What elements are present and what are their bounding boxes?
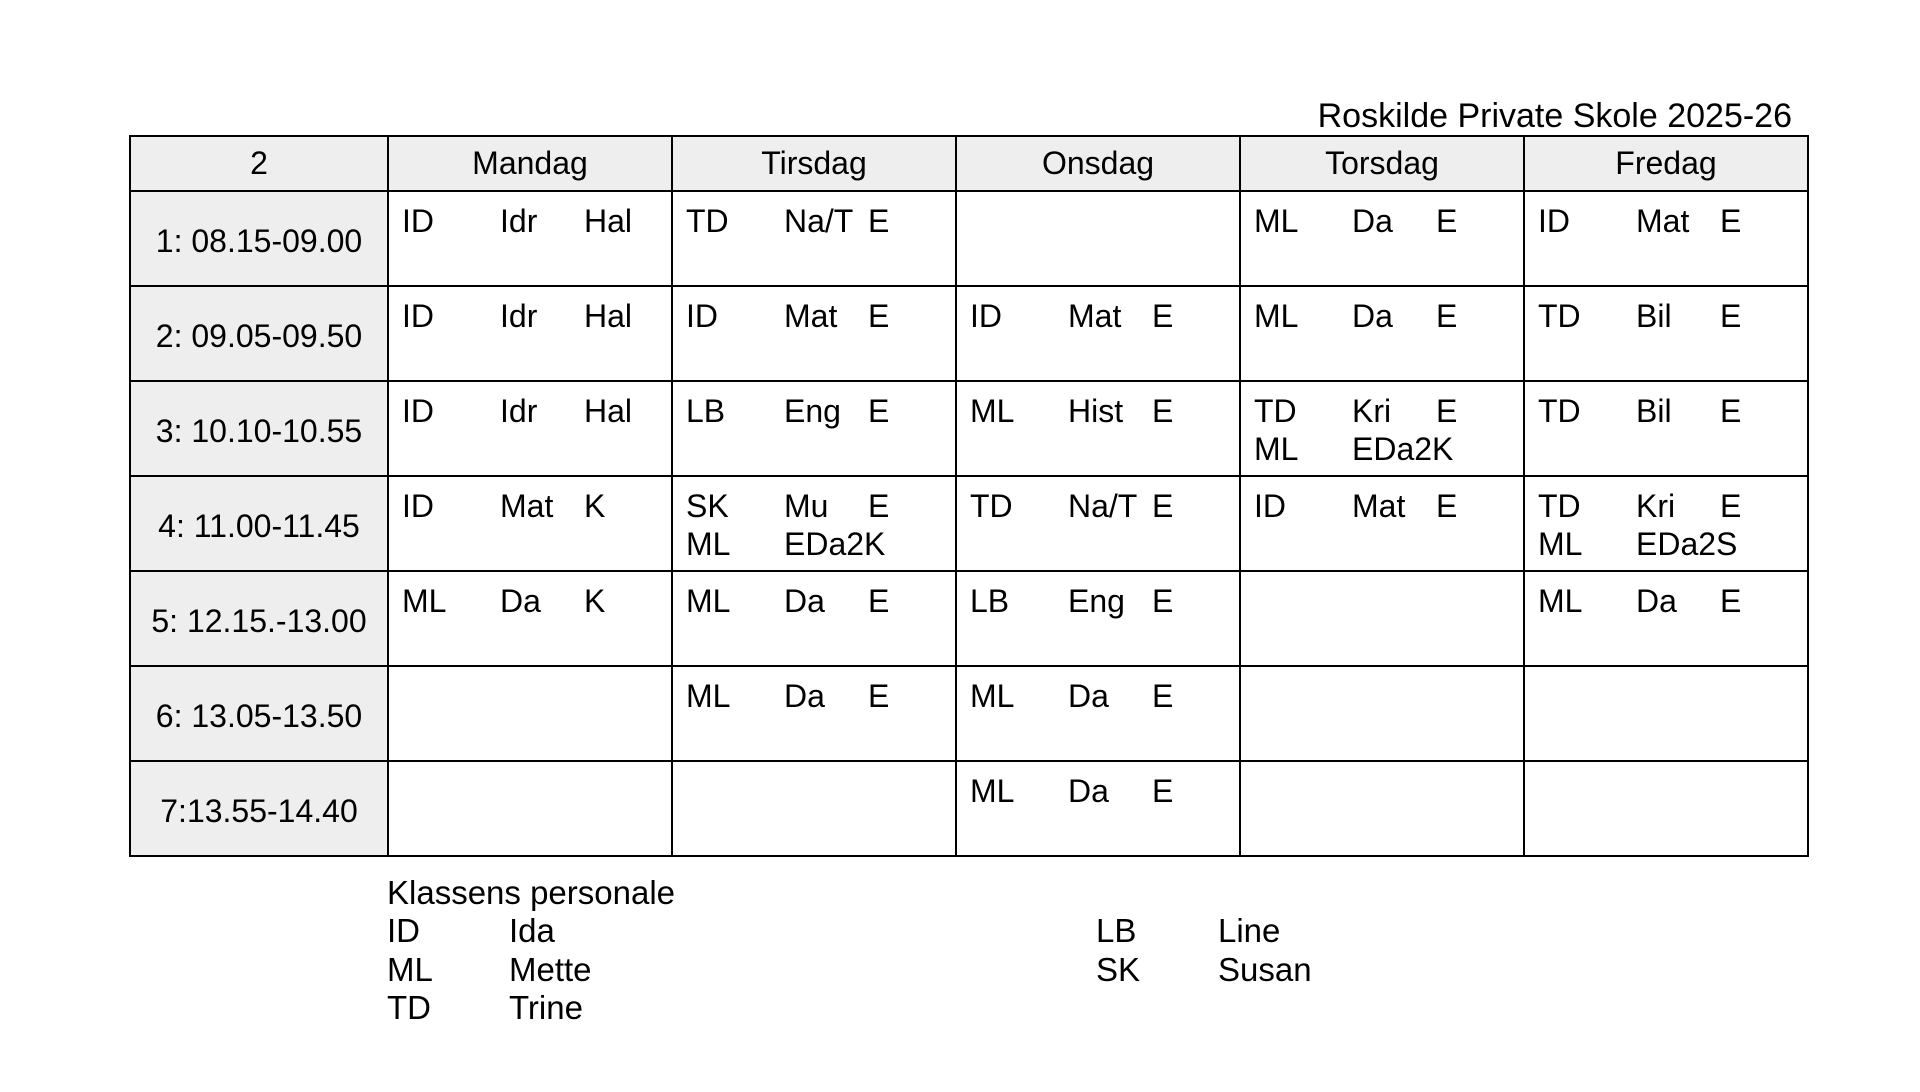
lesson-subject: Idr <box>500 203 538 239</box>
lesson-entry <box>686 202 955 240</box>
lesson-teacher: ML <box>1254 431 1299 467</box>
schedule-cell <box>388 761 672 856</box>
lesson-subject: Da <box>784 583 825 619</box>
lesson-room: Hal <box>584 203 633 239</box>
staff-list-right <box>1096 912 1312 989</box>
lesson-subject: Eng <box>1068 583 1125 619</box>
staff-code: ML <box>387 950 433 988</box>
lesson-entry <box>402 582 671 620</box>
lesson-teacher: ML <box>686 526 731 562</box>
lesson-subject: Bil <box>1636 298 1672 334</box>
lesson-room: E <box>1152 488 1174 524</box>
schedule-cell <box>1524 381 1808 476</box>
staff-name: Trine <box>509 989 583 1026</box>
lesson-teacher: TD <box>1538 298 1581 334</box>
lesson-subject: Mat <box>500 488 554 524</box>
lesson-entry <box>1254 430 1523 468</box>
lesson-subject: Eng <box>784 393 841 429</box>
lesson-room: E <box>868 203 890 239</box>
staff-member <box>387 951 592 990</box>
lesson-room: E <box>1436 203 1458 239</box>
lesson-entry <box>970 297 1239 335</box>
schedule-cell <box>1240 476 1524 571</box>
schedule-cell <box>1524 666 1808 761</box>
lesson-room: E <box>1720 488 1742 524</box>
schedule-cell <box>672 381 956 476</box>
lesson-teacher: TD <box>970 488 1013 524</box>
lesson-subject: Mu <box>784 488 829 524</box>
lesson-teacher: ML <box>1254 298 1299 334</box>
lesson-teacher: LB <box>686 393 726 429</box>
lesson-room: E <box>868 678 890 714</box>
lesson-room: E <box>1436 393 1458 429</box>
lesson-teacher: ML <box>686 583 731 619</box>
lesson-subject: Mat <box>784 298 838 334</box>
staff-name: Line <box>1218 912 1281 949</box>
day-header-torsdag: Torsdag <box>1240 136 1524 191</box>
lesson-room: Hal <box>584 298 633 334</box>
schedule-cell <box>1524 761 1808 856</box>
period-label: 5: 12.15.-13.00 <box>130 571 388 666</box>
lesson-teacher: ML <box>1538 583 1583 619</box>
staff-heading: Klassens personale <box>387 874 676 911</box>
lesson-teacher: ID <box>1538 203 1570 239</box>
lesson-subject: Da <box>500 583 541 619</box>
lesson-subject: Da <box>784 678 825 714</box>
schedule-cell <box>1240 191 1524 286</box>
schedule-cell <box>956 381 1240 476</box>
lesson-teacher: ML <box>970 393 1015 429</box>
lesson-subject: Da <box>1068 678 1109 714</box>
period-label: 1: 08.15-09.00 <box>130 191 388 286</box>
lesson-entry <box>402 297 671 335</box>
lesson-teacher: ID <box>1254 488 1286 524</box>
staff-code: TD <box>387 989 431 1026</box>
lesson-entry <box>1538 525 1807 563</box>
schedule-cell <box>1240 571 1524 666</box>
lesson-entry <box>1538 582 1807 620</box>
lesson-room: E <box>1152 773 1174 809</box>
staff-name: Susan <box>1218 950 1312 988</box>
lesson-subject: EDa2K <box>1352 431 1454 467</box>
lesson-subject: Da <box>1352 203 1393 239</box>
lesson-room: E <box>868 488 890 524</box>
schedule-cell <box>672 476 956 571</box>
lesson-subject: Mat <box>1352 488 1406 524</box>
lesson-subject: Hist <box>1068 393 1124 429</box>
lesson-teacher: ID <box>402 488 434 524</box>
schedule-cell <box>388 286 672 381</box>
staff-code: ID <box>387 912 420 949</box>
staff-member <box>1096 951 1312 990</box>
lesson-entry <box>970 582 1239 620</box>
lesson-subject: EDa2K <box>784 526 886 562</box>
period-label: 6: 13.05-13.50 <box>130 666 388 761</box>
lesson-room: E <box>1720 203 1742 239</box>
schedule-cell <box>1240 666 1524 761</box>
lesson-entry <box>686 297 955 335</box>
day-header-fredag: Fredag <box>1524 136 1808 191</box>
lesson-teacher: ML <box>686 678 731 714</box>
staff-member <box>387 912 592 951</box>
lesson-subject: Bil <box>1636 393 1672 429</box>
lesson-entry <box>686 392 955 430</box>
lesson-teacher: ML <box>970 678 1015 714</box>
lesson-entry <box>1538 202 1807 240</box>
period-row <box>130 666 1808 761</box>
lesson-room: E <box>1152 393 1174 429</box>
lesson-subject: Kri <box>1352 393 1392 429</box>
period-label: 3: 10.10-10.55 <box>130 381 388 476</box>
schedule-cell <box>672 666 956 761</box>
lesson-teacher: ML <box>1254 203 1299 239</box>
period-row <box>130 476 1808 571</box>
schedule-cell <box>956 571 1240 666</box>
lesson-subject: Mat <box>1636 203 1690 239</box>
lesson-teacher: ID <box>402 298 434 334</box>
lesson-entry <box>686 525 955 563</box>
lesson-room: E <box>868 583 890 619</box>
lesson-entry <box>970 392 1239 430</box>
lesson-entry <box>1538 392 1807 430</box>
lesson-teacher: ID <box>402 203 434 239</box>
lesson-room: E <box>1152 583 1174 619</box>
lesson-entry <box>970 677 1239 715</box>
lesson-teacher: ID <box>402 393 434 429</box>
lesson-entry <box>402 487 671 525</box>
schedule-cell <box>956 761 1240 856</box>
lesson-subject: Kri <box>1636 488 1676 524</box>
staff-code: LB <box>1096 912 1137 949</box>
period-row <box>130 191 1808 286</box>
lesson-subject: Na/T <box>784 203 854 239</box>
period-row <box>130 761 1808 856</box>
lesson-subject: Mat <box>1068 298 1122 334</box>
lesson-room: E <box>1152 678 1174 714</box>
lesson-entry <box>402 202 671 240</box>
schedule-cell <box>956 666 1240 761</box>
lesson-teacher: SK <box>686 488 729 524</box>
schedule-cell <box>956 286 1240 381</box>
staff-member <box>387 989 592 1028</box>
lesson-entry <box>402 392 671 430</box>
school-title: Roskilde Private Skole 2025-26 <box>1317 97 1792 135</box>
schedule-cell <box>1524 286 1808 381</box>
lesson-subject: Na/T <box>1068 488 1138 524</box>
lesson-entry <box>1254 487 1523 525</box>
lesson-entry <box>1254 297 1523 335</box>
schedule-cell <box>672 761 956 856</box>
lesson-room: K <box>584 583 606 619</box>
day-header-tirsdag: Tirsdag <box>672 136 956 191</box>
schedule-table <box>129 135 1809 857</box>
lesson-room: E <box>1152 298 1174 334</box>
staff-code: SK <box>1096 950 1141 988</box>
lesson-room: Hal <box>584 393 633 429</box>
schedule-cell <box>388 476 672 571</box>
schedule-cell <box>388 381 672 476</box>
lesson-entry <box>1254 202 1523 240</box>
schedule-cell <box>672 191 956 286</box>
staff-name: Mette <box>509 950 592 988</box>
lesson-teacher: ML <box>1538 526 1583 562</box>
schedule-cell <box>1240 286 1524 381</box>
schedule-cell <box>672 286 956 381</box>
lesson-teacher: TD <box>1538 393 1581 429</box>
class-label: 2 <box>130 136 388 191</box>
schedule-cell <box>672 571 956 666</box>
lesson-room: E <box>1436 488 1458 524</box>
schedule-cell <box>1524 191 1808 286</box>
lesson-teacher: TD <box>1538 488 1581 524</box>
lesson-room: E <box>868 393 890 429</box>
lesson-room: E <box>868 298 890 334</box>
schedule-cell <box>388 571 672 666</box>
lesson-entry <box>1254 392 1523 430</box>
schedule-cell <box>956 191 1240 286</box>
period-label: 2: 09.05-09.50 <box>130 286 388 381</box>
period-row <box>130 571 1808 666</box>
period-row <box>130 381 1808 476</box>
lesson-entry <box>686 582 955 620</box>
lesson-room: K <box>584 488 606 524</box>
schedule-cell <box>1524 571 1808 666</box>
lesson-teacher: ID <box>686 298 718 334</box>
schedule-cell <box>1240 381 1524 476</box>
lesson-room: E <box>1720 583 1742 619</box>
day-header-mandag: Mandag <box>388 136 672 191</box>
lesson-room: E <box>1436 298 1458 334</box>
lesson-subject: Idr <box>500 298 538 334</box>
lesson-entry <box>1538 297 1807 335</box>
lesson-subject: EDa2S <box>1636 526 1738 562</box>
lesson-teacher: TD <box>1254 393 1297 429</box>
schedule-cell <box>1240 761 1524 856</box>
lesson-entry <box>686 677 955 715</box>
lesson-subject: Idr <box>500 393 538 429</box>
lesson-subject: Da <box>1068 773 1109 809</box>
lesson-entry <box>686 487 955 525</box>
schedule-body <box>130 191 1808 856</box>
lesson-entry <box>970 487 1239 525</box>
lesson-entry <box>970 772 1239 810</box>
staff-member <box>1096 912 1312 951</box>
lesson-room: E <box>1720 393 1742 429</box>
period-label: 4: 11.00-11.45 <box>130 476 388 571</box>
lesson-entry <box>1538 487 1807 525</box>
lesson-room: E <box>1720 298 1742 334</box>
lesson-subject: Da <box>1636 583 1677 619</box>
period-row <box>130 286 1808 381</box>
schedule-cell <box>388 666 672 761</box>
period-label: 7:13.55-14.40 <box>130 761 388 856</box>
day-header-onsdag: Onsdag <box>956 136 1240 191</box>
staff-list-left <box>387 912 592 1028</box>
lesson-teacher: ML <box>970 773 1015 809</box>
schedule-header-row <box>130 136 1808 191</box>
lesson-teacher: ID <box>970 298 1002 334</box>
schedule-cell <box>1524 476 1808 571</box>
lesson-teacher: LB <box>970 583 1010 619</box>
schedule-cell <box>388 191 672 286</box>
lesson-subject: Da <box>1352 298 1393 334</box>
lesson-teacher: ML <box>402 583 447 619</box>
staff-name: Ida <box>509 912 555 949</box>
schedule-cell <box>956 476 1240 571</box>
lesson-teacher: TD <box>686 203 729 239</box>
